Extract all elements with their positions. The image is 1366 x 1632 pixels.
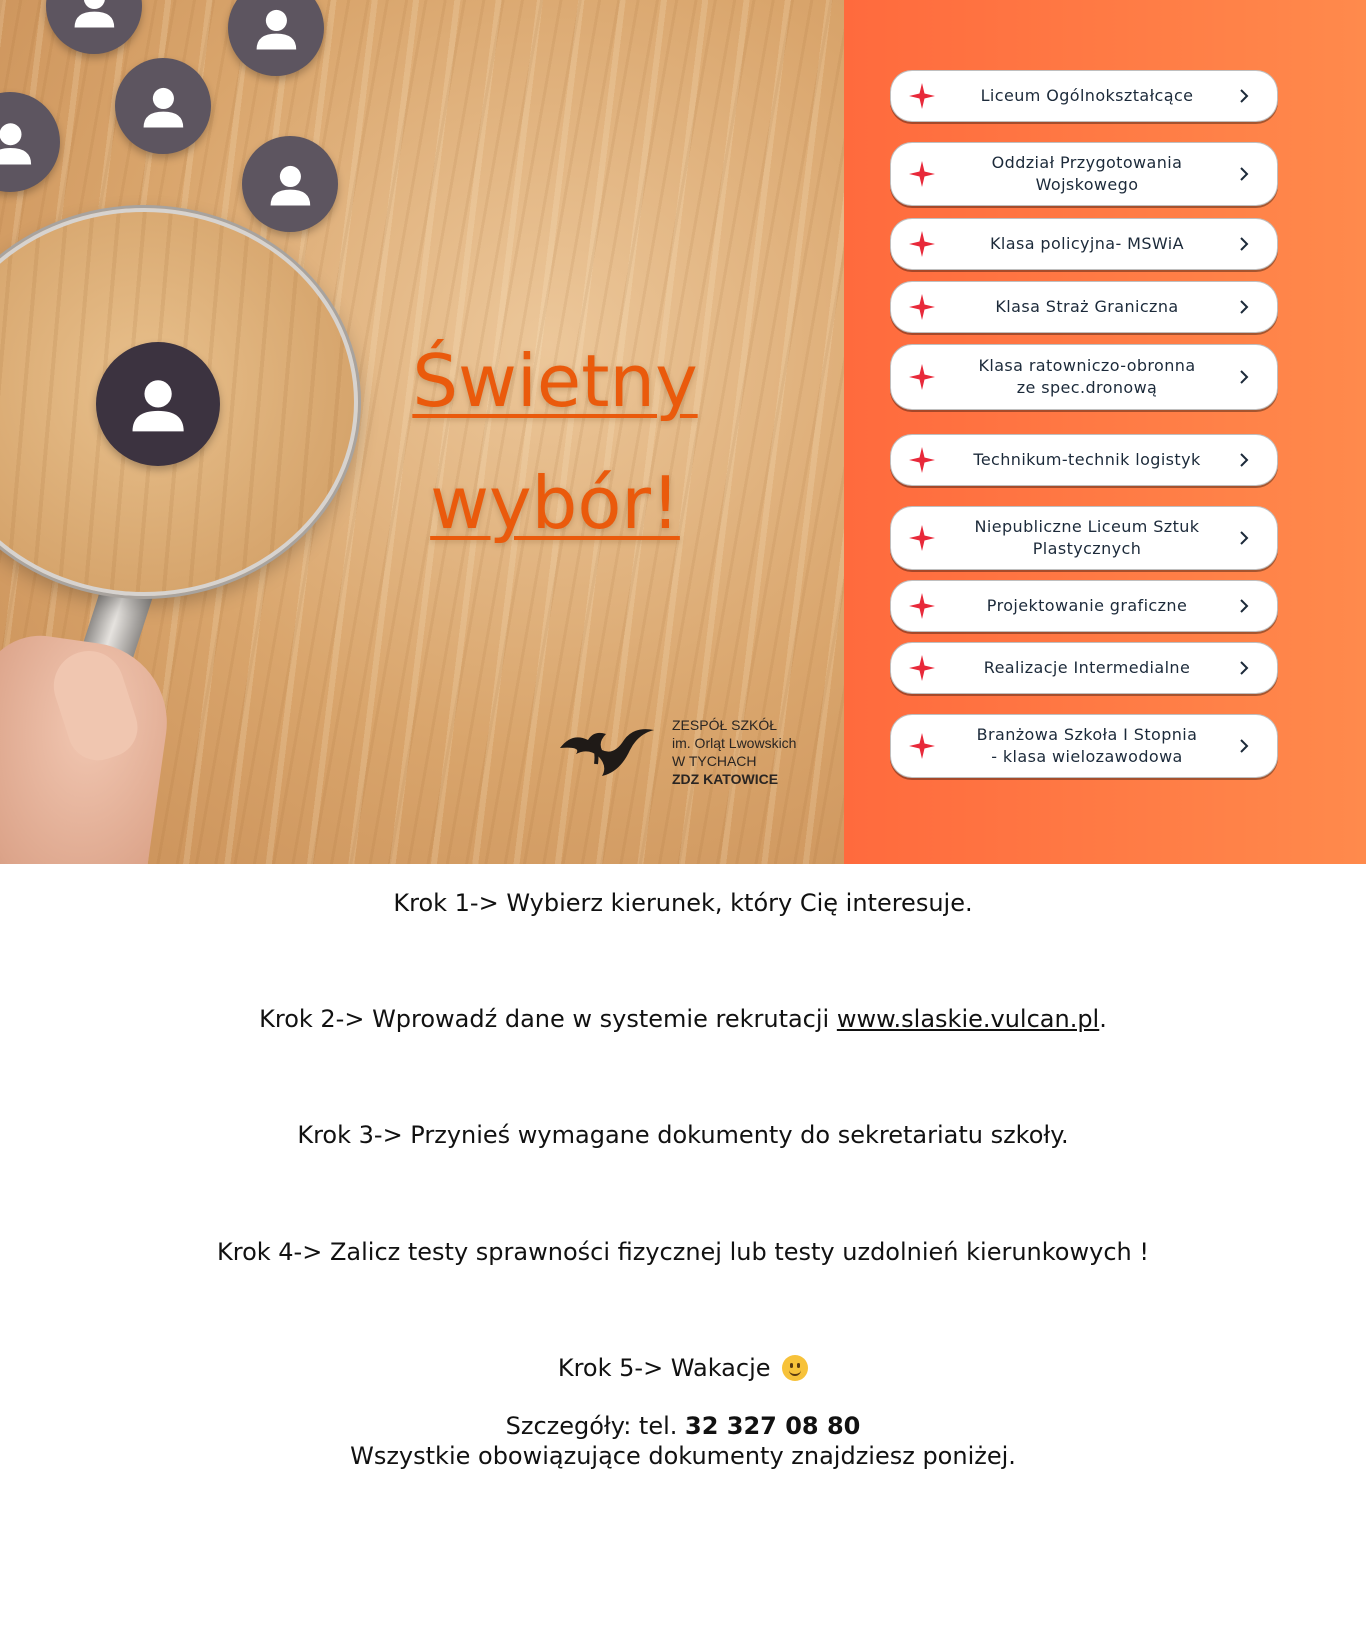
sparkle-star-icon: [907, 523, 937, 553]
wood-background: [0, 0, 844, 864]
program-button-projektowanie-graficzne[interactable]: [890, 580, 1278, 632]
sparkle-star-icon: [907, 229, 937, 259]
program-button-liceum-plastyczne[interactable]: [890, 506, 1278, 570]
program-button-technik-logistyk[interactable]: [890, 434, 1278, 486]
program-button-realizacje-intermedialne[interactable]: [890, 642, 1278, 694]
step-5-text: Krok 5-> Wakacje: [557, 1354, 771, 1382]
chevron-right-icon: [1237, 237, 1251, 251]
chevron-right-icon: [1237, 531, 1251, 545]
step-3: Krok 3-> Przynieś wymagane dokumenty do sekretariatu szkoły.: [297, 1121, 1069, 1149]
chevron-right-icon: [1237, 739, 1251, 753]
program-button-wojskowy[interactable]: [890, 142, 1278, 206]
smiley-icon: [782, 1355, 808, 1381]
step-4: Krok 4-> Zalicz testy sprawności fizycznej lub testy uzdolnień kierunkowych !: [217, 1238, 1149, 1266]
program-label: Niepubliczne Liceum Sztuk Plastycznych: [974, 517, 1200, 558]
headline: [360, 320, 750, 564]
program-label: Realizacje Intermedialne: [983, 658, 1191, 677]
program-label: Klasa Straż Graniczna: [995, 297, 1179, 316]
step-1: Krok 1-> Wybierz kierunek, który Cię interesuje.: [393, 889, 973, 917]
person-token-icon: [242, 136, 338, 232]
chevron-right-icon: [1237, 300, 1251, 314]
sparkle-star-icon: [907, 81, 937, 111]
headline-line-2: wybór!: [430, 461, 680, 545]
documents-line: Wszystkie obowiązujące dokumenty znajdziesz poniżej.: [350, 1442, 1016, 1470]
chevron-right-icon: [1237, 599, 1251, 613]
step-2-text: Krok 2-> Wprowadź dane w systemie rekrutacji: [259, 1005, 837, 1033]
person-token-icon: [0, 92, 60, 192]
sparkle-star-icon: [907, 292, 937, 322]
step-5: [0, 1353, 1366, 1383]
step-2-suffix: .: [1099, 1005, 1107, 1033]
program-button-branzowa-szkola[interactable]: [890, 714, 1278, 778]
program-button-straz-graniczna[interactable]: [890, 281, 1278, 333]
program-button-policyjna[interactable]: [890, 218, 1278, 270]
logo-line-1: ZESPÓŁ SZKÓŁ: [672, 717, 778, 733]
details-line: [0, 1411, 1366, 1441]
sparkle-star-icon: [907, 445, 937, 475]
programs-panel: [844, 0, 1366, 864]
phone-number: 32 327 08 80: [685, 1412, 861, 1440]
highlighted-person-icon: [96, 342, 220, 466]
person-token-icon: [228, 0, 324, 76]
program-button-ratowniczo-obronna[interactable]: [890, 344, 1278, 410]
sparkle-star-icon: [907, 731, 937, 761]
logo-line-3: W TYCHACH: [672, 753, 757, 769]
sparkle-star-icon: [907, 362, 937, 392]
program-label: Liceum Ogólnokształcące: [980, 86, 1194, 105]
logo-line-4: ZDZ KATOWICE: [672, 771, 779, 787]
sparkle-star-icon: [907, 591, 937, 621]
person-token-icon: [46, 0, 142, 54]
chevron-right-icon: [1237, 167, 1251, 181]
person-token-icon: [115, 58, 211, 154]
program-label: Technikum-technik logistyk: [973, 450, 1201, 469]
program-label: Klasa ratowniczo-obronna ze spec.dronową: [978, 356, 1196, 397]
logo-line-2: im. Orląt Lwowskich: [672, 735, 797, 751]
school-logo: [558, 716, 796, 788]
sparkle-star-icon: [907, 653, 937, 683]
step-2: [0, 1004, 1366, 1034]
details-text: Szczegóły: tel.: [505, 1412, 686, 1440]
sparkle-star-icon: [907, 159, 937, 189]
eagle-logo-icon: [558, 720, 656, 784]
headline-line-1: Świetny: [412, 339, 698, 423]
program-label: Projektowanie graficzne: [986, 596, 1188, 615]
vulcan-link[interactable]: www.slaskie.vulcan.pl: [836, 1005, 1100, 1033]
program-button-liceum[interactable]: [890, 70, 1278, 122]
chevron-right-icon: [1237, 661, 1251, 675]
chevron-right-icon: [1237, 453, 1251, 467]
chevron-right-icon: [1237, 89, 1251, 103]
program-label: Oddział Przygotowania Wojskowego: [991, 153, 1183, 194]
chevron-right-icon: [1237, 370, 1251, 384]
program-label: Klasa policyjna- MSWiA: [990, 234, 1184, 253]
program-label: Branżowa Szkoła I Stopnia - klasa wielozawodowa: [976, 725, 1198, 766]
